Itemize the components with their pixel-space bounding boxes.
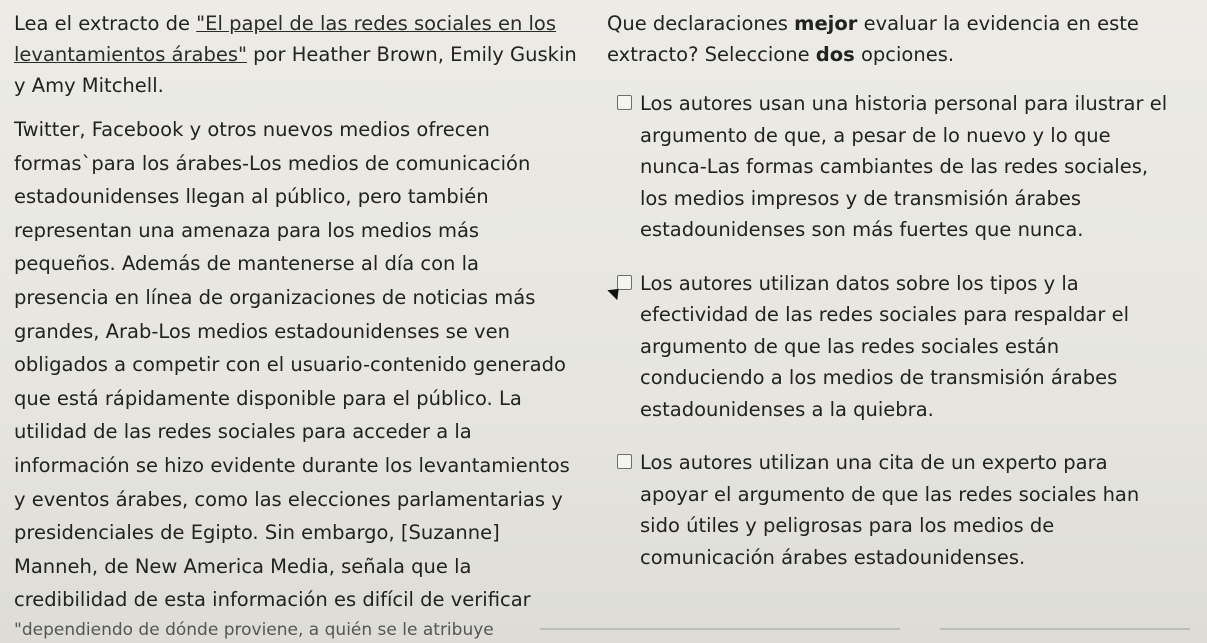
passage-cut-line: "dependiendo de dónde proviene, a quién se le atribuye [14, 619, 494, 640]
bottom-edge-divider-right [940, 628, 1190, 640]
checkbox-option-3[interactable] [617, 454, 632, 469]
checkbox-option-1[interactable] [617, 95, 632, 110]
article-title-link[interactable]: "El papel de las redes sociales en los levantamientos árabes" [14, 12, 557, 66]
answer-option-2[interactable] [607, 268, 1197, 426]
option-2-text: Los autores utilizan datos sobre los tipos y la efectividad de las redes sociales para respaldar el argumento de que las redes sociales están conduciendo a los medios de transmisión árabes estadounidenses a la quiebra. [640, 271, 1130, 421]
question-emphasis-best: mejor [794, 12, 858, 35]
option-3-text: Los autores utilizan una cita de un experto para apoyar el argumento de que las redes sociales han sido útiles y peligrosas para los medios de comunicación árabes estadounidenses. [640, 451, 1140, 569]
passage-body: Twitter, Facebook y otros nuevos medios ofrecen formas`para los árabes-Los medios de comunicación estadounidenses llegan al público, pero también representan una amenaza para los medios más pequeños. Además de mantenerse al día con la presencia en línea de organizaciones de noticias más grandes, Arab-Los medios estadounidenses se ven obligados a competir con el usuario-contenido generado que está rápidamente disponible para el público. La utilidad de las redes sociales para acceder a la información se hizo evidente durante los levantamientos y eventos árabes, como las elecciones parlamentarias y presidenciales de Egipto. Sin embargo, [Suzanne] Manneh, de New America Media, señala que la credibilidad de esta información es difícil de verificar [14, 118, 570, 612]
passage-intro [14, 8, 594, 101]
question-middle: evaluar la evidencia en este extracto? Seleccione [607, 12, 1139, 66]
question-prefix: Que declaraciones [607, 12, 795, 35]
question-panel [607, 8, 1197, 595]
passage-panel [14, 8, 594, 641]
answer-option-1[interactable] [607, 88, 1197, 246]
bottom-edge-divider [540, 628, 900, 640]
passage-excerpt [14, 113, 594, 641]
answer-option-3[interactable] [607, 447, 1197, 573]
question-emphasis-two: dos [815, 43, 855, 66]
option-1-text: Los autores usan una historia personal para ilustrar el argumento de que, a pesar de lo nuevo y lo que nunca-Las formas cambiantes de las redes sociales, los medios impresos y de transmisión árabes estadounidenses son más fuertes que nunca. [640, 92, 1168, 241]
intro-prefix: Lea el extracto de [14, 12, 197, 35]
question-prompt [607, 8, 1197, 70]
question-suffix: opciones. [854, 43, 955, 66]
intro-suffix: por Heather Brown, Emily Guskin y Amy Mitchell. [14, 43, 577, 97]
checkbox-option-2[interactable] [617, 275, 632, 290]
